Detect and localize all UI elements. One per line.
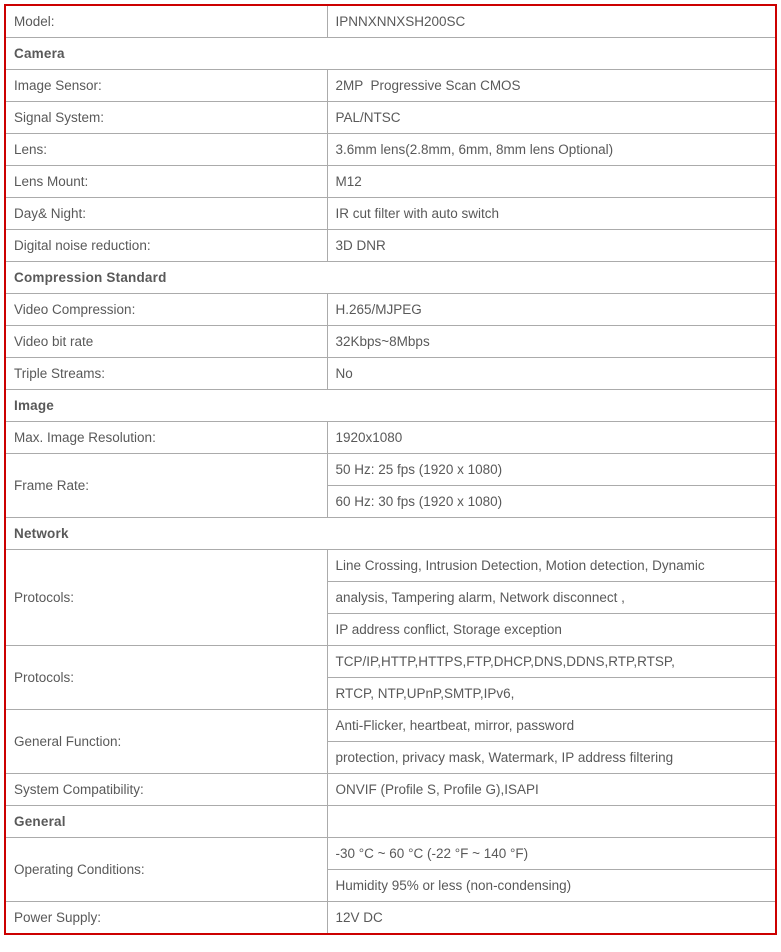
spec-label: Video bit rate xyxy=(5,326,327,358)
spec-label: Protocols: xyxy=(5,550,327,646)
spec-table-body xyxy=(5,5,776,934)
table-row xyxy=(5,166,776,198)
spec-label: Signal System: xyxy=(5,102,327,134)
table-row xyxy=(5,646,776,678)
section-header-row xyxy=(5,518,776,550)
table-row xyxy=(5,710,776,742)
section-header-row xyxy=(5,806,776,838)
spec-value: analysis, Tampering alarm, Network disconnect , xyxy=(327,582,776,614)
spec-value: 32Kbps~8Mbps xyxy=(327,326,776,358)
spec-value: 60 Hz: 30 fps (1920 x 1080) xyxy=(327,486,776,518)
spec-table xyxy=(4,4,777,935)
spec-value: 2MP Progressive Scan CMOS xyxy=(327,70,776,102)
table-row xyxy=(5,102,776,134)
section-header-row xyxy=(5,262,776,294)
spec-label: Image Sensor: xyxy=(5,70,327,102)
section-header-empty-cell xyxy=(327,806,776,838)
table-row xyxy=(5,902,776,935)
model-row xyxy=(5,5,776,38)
spec-value: Line Crossing, Intrusion Detection, Motion detection, Dynamic xyxy=(327,550,776,582)
spec-value: No xyxy=(327,358,776,390)
spec-value: protection, privacy mask, Watermark, IP address filtering xyxy=(327,742,776,774)
table-row xyxy=(5,198,776,230)
spec-label: Max. Image Resolution: xyxy=(5,422,327,454)
table-row xyxy=(5,454,776,486)
table-row xyxy=(5,774,776,806)
table-row xyxy=(5,838,776,870)
section-title: Compression Standard xyxy=(5,262,776,294)
spec-value: Anti-Flicker, heartbeat, mirror, password xyxy=(327,710,776,742)
spec-value: 1920x1080 xyxy=(327,422,776,454)
spec-value: 3D DNR xyxy=(327,230,776,262)
spec-value: -30 °C ~ 60 °C (-22 °F ~ 140 °F) xyxy=(327,838,776,870)
table-row xyxy=(5,230,776,262)
model-label: Model: xyxy=(5,5,327,38)
spec-label: General Function: xyxy=(5,710,327,774)
section-title: Network xyxy=(5,518,776,550)
section-header-row xyxy=(5,390,776,422)
section-header-row xyxy=(5,38,776,70)
spec-value: M12 xyxy=(327,166,776,198)
spec-label: Protocols: xyxy=(5,646,327,710)
table-row xyxy=(5,134,776,166)
section-title: Image xyxy=(5,390,776,422)
table-row xyxy=(5,422,776,454)
spec-label: Lens: xyxy=(5,134,327,166)
table-row xyxy=(5,70,776,102)
spec-value: ONVIF (Profile S, Profile G),ISAPI xyxy=(327,774,776,806)
spec-label: Triple Streams: xyxy=(5,358,327,390)
section-title: Camera xyxy=(5,38,776,70)
spec-label: System Compatibility: xyxy=(5,774,327,806)
table-row xyxy=(5,358,776,390)
spec-value: PAL/NTSC xyxy=(327,102,776,134)
spec-value: IR cut filter with auto switch xyxy=(327,198,776,230)
spec-value: 12V DC xyxy=(327,902,776,935)
table-row xyxy=(5,294,776,326)
model-value: IPNNXNNXSH200SC xyxy=(327,5,776,38)
section-title: General xyxy=(5,806,327,838)
spec-value: 3.6mm lens(2.8mm, 6mm, 8mm lens Optional) xyxy=(327,134,776,166)
spec-label: Digital noise reduction: xyxy=(5,230,327,262)
spec-value: TCP/IP,HTTP,HTTPS,FTP,DHCP,DNS,DDNS,RTP,RTSP, xyxy=(327,646,776,678)
spec-value: RTCP, NTP,UPnP,SMTP,IPv6, xyxy=(327,678,776,710)
spec-label: Day& Night: xyxy=(5,198,327,230)
spec-label: Frame Rate: xyxy=(5,454,327,518)
table-row xyxy=(5,550,776,582)
spec-label: Lens Mount: xyxy=(5,166,327,198)
spec-label: Video Compression: xyxy=(5,294,327,326)
spec-value: Humidity 95% or less (non-condensing) xyxy=(327,870,776,902)
spec-label: Operating Conditions: xyxy=(5,838,327,902)
spec-label: Power Supply: xyxy=(5,902,327,935)
table-row xyxy=(5,326,776,358)
spec-value: IP address conflict, Storage exception xyxy=(327,614,776,646)
spec-value: 50 Hz: 25 fps (1920 x 1080) xyxy=(327,454,776,486)
spec-value: H.265/MJPEG xyxy=(327,294,776,326)
